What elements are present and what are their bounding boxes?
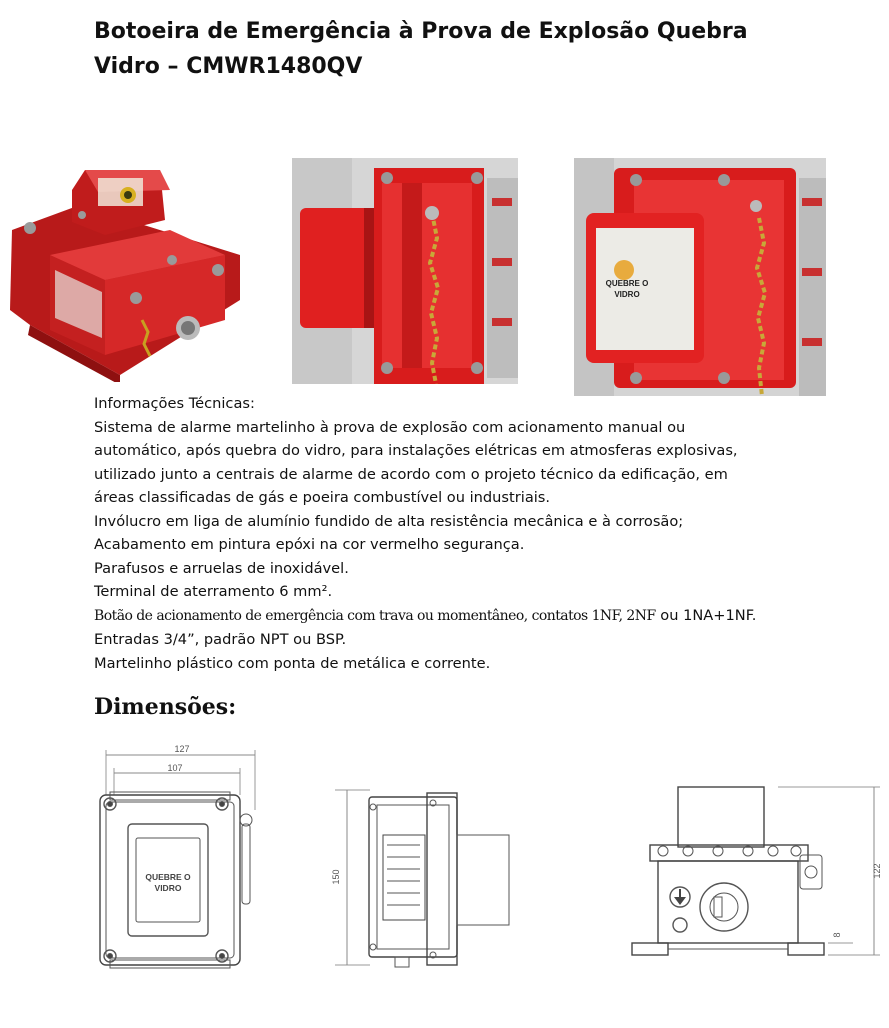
title-line-1: Botoeira de Emergência à Prova de Explosão Quebra: [94, 19, 748, 44]
glass-label-line-1: QUEBRE O: [605, 279, 649, 288]
info-heading: Informações Técnicas:: [94, 395, 255, 412]
title-line-2: Vidro – CMWR1480QV: [94, 54, 363, 79]
info-line-contacts-b: ou 1NA+1NF.: [655, 606, 757, 624]
info-line: Terminal de aterramento 6 mm².: [94, 583, 333, 600]
info-line: Entradas 3/4”, padrão NPT ou BSP.: [94, 631, 347, 648]
product-photo-front: [574, 158, 826, 396]
glass-label-line-2: VIDRO: [614, 290, 640, 299]
info-line: automático, após quebra do vidro, para instalações elétricas em atmosferas explosivas,: [94, 442, 738, 459]
info-line: Sistema de alarme martelinho à prova de explosão com acionamento manual ou: [94, 418, 686, 436]
dim-width-inner: 107: [167, 763, 183, 773]
front-label-line-1: QUEBRE O: [145, 872, 191, 882]
product-photo-3d: [10, 160, 242, 382]
info-line: Acabamento em pintura epóxi na cor vermelho segurança.: [94, 536, 525, 553]
info-line: Invólucro em liga de alumínio fundido de alta resistência mecânica e à corrosão;: [94, 512, 684, 530]
info-line: utilizado junto a centrais de alarme de acordo com o projeto técnico da edificação, em: [94, 465, 728, 483]
info-line-contacts: [94, 604, 864, 629]
dim-height-side: 150: [331, 869, 341, 885]
info-line: Martelinho plástico com ponta de metálica e corrente.: [94, 654, 491, 672]
dimension-drawing-bottom: [628, 785, 886, 960]
page-title: [94, 14, 794, 84]
product-photo-side: [292, 158, 518, 384]
info-line: Parafusos e arruelas de inoxidável.: [94, 559, 349, 577]
technical-info: [94, 392, 864, 675]
dimensions-heading: Dimensões:: [94, 694, 237, 720]
dimension-drawing-side: [325, 785, 515, 980]
info-line-contacts-a: Botão de acionamento de emergência com trava ou momentâneo, contatos 1NF, 2NF: [94, 607, 656, 624]
dimension-drawing-front: [92, 740, 262, 975]
dim-width-outer: 127: [174, 744, 190, 754]
info-line: áreas classificadas de gás e poeira combustível ou industriais.: [94, 489, 551, 506]
dim-base: 8: [832, 932, 842, 938]
front-label-line-2: VIDRO: [154, 883, 182, 893]
dim-height-bottom: 122: [872, 863, 882, 879]
